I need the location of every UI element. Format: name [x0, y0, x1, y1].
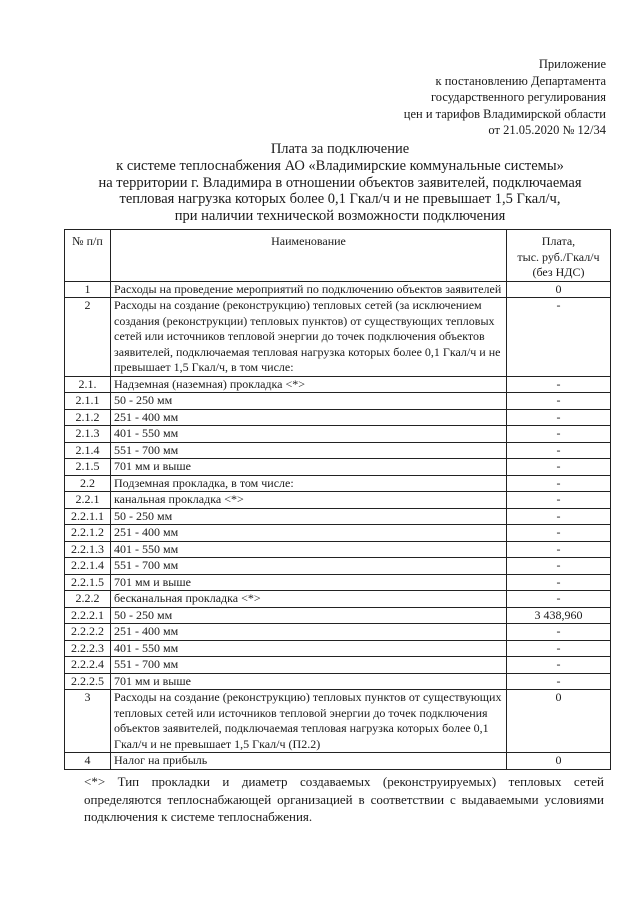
- row-name-cell: бесканальная прокладка <*>: [111, 591, 507, 608]
- row-number-cell: 2.2.2.5: [65, 673, 111, 690]
- appendix-line: цен и тарифов Владимирской области: [403, 106, 606, 121]
- row-fee-cell: -: [507, 442, 611, 459]
- table-row: [65, 475, 611, 492]
- row-name-cell: 401 - 550 мм: [111, 640, 507, 657]
- row-fee-cell: -: [507, 640, 611, 657]
- title-line: тепловая нагрузка которых более 0,1 Гкал/ч и не превышает 1,5 Гкал/ч,: [119, 191, 561, 208]
- row-name-cell: 50 - 250 мм: [111, 508, 507, 525]
- row-name-cell: Налог на прибыль: [111, 753, 507, 770]
- table-body: [65, 281, 611, 769]
- appendix-line: Приложение: [538, 57, 606, 71]
- row-number-cell: 2.1.3: [65, 426, 111, 443]
- table-row: [65, 690, 611, 753]
- row-name-cell: Расходы на создание (реконструкцию) тепловых пунктов от существующих тепловых сетей или источников тепловой энергии до точек подключения объектов заявителей, подключаемая тепловая нагрузка которых более 0,1 Гкал/ч и не превышает 1,5 Гкал/ч (П2.2): [111, 690, 507, 753]
- table-row: [65, 298, 611, 377]
- header-fee: [507, 230, 611, 282]
- table-row: [65, 657, 611, 674]
- row-name-cell: 50 - 250 мм: [111, 393, 507, 410]
- row-name-cell: 251 - 400 мм: [111, 525, 507, 542]
- row-fee-cell: -: [507, 409, 611, 426]
- row-fee-cell: -: [507, 459, 611, 476]
- row-name-cell: 551 - 700 мм: [111, 558, 507, 575]
- row-number-cell: 2.2.1.1: [65, 508, 111, 525]
- row-name-cell: 50 - 250 мм: [111, 607, 507, 624]
- table-row: [65, 624, 611, 641]
- row-number-cell: 2.2.2.2: [65, 624, 111, 641]
- fees-table: [64, 229, 611, 770]
- row-fee-cell: -: [507, 393, 611, 410]
- table-row: [65, 574, 611, 591]
- row-name-cell: Надземная (наземная) прокладка <*>: [111, 376, 507, 393]
- row-name-cell: 551 - 700 мм: [111, 657, 507, 674]
- row-fee-cell: 0: [507, 753, 611, 770]
- row-fee-cell: -: [507, 558, 611, 575]
- row-name-cell: Расходы на создание (реконструкцию) тепловых сетей (за исключением создания (реконструкции) тепловых пунктов) от существующих тепловых сетей или источников тепловой энергии до точек подключения объектов заявителей, подключаемая тепловая нагрузка которых более 0,1 Гкал/ч и не превышает 1,5 Гкал/ч, в том числе:: [111, 298, 507, 377]
- header-fee-line: (без НДС): [532, 265, 585, 279]
- table-row: [65, 492, 611, 509]
- header-num: № п/п: [65, 230, 111, 282]
- table-row: [65, 459, 611, 476]
- row-number-cell: 2.2.1.3: [65, 541, 111, 558]
- table-row: [65, 426, 611, 443]
- row-name-cell: 551 - 700 мм: [111, 442, 507, 459]
- row-name-cell: 251 - 400 мм: [111, 409, 507, 426]
- document-title: [40, 141, 640, 225]
- row-name-cell: 701 мм и выше: [111, 459, 507, 476]
- title-line: к системе теплоснабжения АО «Владимирские коммунальные системы»: [116, 157, 564, 174]
- appendix-line: государственного регулирования: [430, 90, 606, 104]
- table-row: [65, 442, 611, 459]
- row-name-cell: Подземная прокладка, в том числе:: [111, 475, 507, 492]
- row-number-cell: 2.2.2.1: [65, 607, 111, 624]
- row-name-cell: 401 - 550 мм: [111, 426, 507, 443]
- row-fee-cell: -: [507, 541, 611, 558]
- row-fee-cell: -: [507, 426, 611, 443]
- row-number-cell: 1: [65, 281, 111, 298]
- row-name-cell: 251 - 400 мм: [111, 624, 507, 641]
- row-fee-cell: -: [507, 525, 611, 542]
- row-fee-cell: -: [507, 376, 611, 393]
- table-row: [65, 673, 611, 690]
- table-row: [65, 393, 611, 410]
- row-fee-cell: -: [507, 475, 611, 492]
- row-fee-cell: -: [507, 574, 611, 591]
- table-row: [65, 558, 611, 575]
- table-row: [65, 640, 611, 657]
- table-row: [65, 541, 611, 558]
- row-fee-cell: -: [507, 508, 611, 525]
- row-name-cell: 401 - 550 мм: [111, 541, 507, 558]
- table-row: [65, 376, 611, 393]
- row-fee-cell: -: [507, 657, 611, 674]
- table-row: [65, 591, 611, 608]
- row-number-cell: 2.2.2.4: [65, 657, 111, 674]
- title-line: при наличии технической возможности подключения: [174, 208, 506, 225]
- row-fee-cell: 0: [507, 690, 611, 753]
- table-row: [65, 525, 611, 542]
- row-number-cell: 2.2.2: [65, 591, 111, 608]
- row-number-cell: 2.1.: [65, 376, 111, 393]
- row-number-cell: 2.2.2.3: [65, 640, 111, 657]
- appendix-header: [404, 56, 606, 139]
- header-name: Наименование: [111, 230, 507, 282]
- row-number-cell: 2.2.1.5: [65, 574, 111, 591]
- row-number-cell: 2.2.1: [65, 492, 111, 509]
- row-number-cell: 3: [65, 690, 111, 753]
- title-line: Плата за подключение: [270, 141, 410, 157]
- header-fee-line: тыс. руб./Гкал/ч: [517, 249, 600, 264]
- footnote: <*> Тип прокладки и диаметр создаваемых (реконструируемых) тепловых сетей определяются теплоснабжающей организацией в соответствии с выдаваемыми условиями подключения к системе теплоснабжения.: [84, 774, 604, 824]
- row-name-cell: 701 мм и выше: [111, 673, 507, 690]
- row-number-cell: 2.2: [65, 475, 111, 492]
- row-fee-cell: 3 438,960: [507, 607, 611, 624]
- row-fee-cell: -: [507, 624, 611, 641]
- row-name-cell: канальная прокладка <*>: [111, 492, 507, 509]
- row-number-cell: 4: [65, 753, 111, 770]
- row-number-cell: 2.1.5: [65, 459, 111, 476]
- row-fee-cell: -: [507, 673, 611, 690]
- table-row: [65, 508, 611, 525]
- appendix-line: к постановлению Департамента: [435, 73, 606, 88]
- table-row: [65, 753, 611, 770]
- row-number-cell: 2.1.1: [65, 393, 111, 410]
- appendix-line: от 21.05.2020 № 12/34: [488, 123, 606, 137]
- row-fee-cell: -: [507, 492, 611, 509]
- row-name-cell: 701 мм и выше: [111, 574, 507, 591]
- table-row: [65, 281, 611, 298]
- table-row: [65, 409, 611, 426]
- row-number-cell: 2.1.4: [65, 442, 111, 459]
- row-fee-cell: 0: [507, 281, 611, 298]
- header-fee-line: Плата,: [541, 234, 576, 248]
- row-number-cell: 2: [65, 298, 111, 377]
- row-number-cell: 2.2.1.4: [65, 558, 111, 575]
- table-header-row: [65, 230, 611, 282]
- title-line: на территории г. Владимира в отношении объектов заявителей, подключаемая: [98, 174, 582, 191]
- row-fee-cell: -: [507, 591, 611, 608]
- row-number-cell: 2.2.1.2: [65, 525, 111, 542]
- row-fee-cell: -: [507, 298, 611, 377]
- row-number-cell: 2.1.2: [65, 409, 111, 426]
- row-name-cell: Расходы на проведение мероприятий по подключению объектов заявителей: [111, 281, 507, 298]
- table-row: [65, 607, 611, 624]
